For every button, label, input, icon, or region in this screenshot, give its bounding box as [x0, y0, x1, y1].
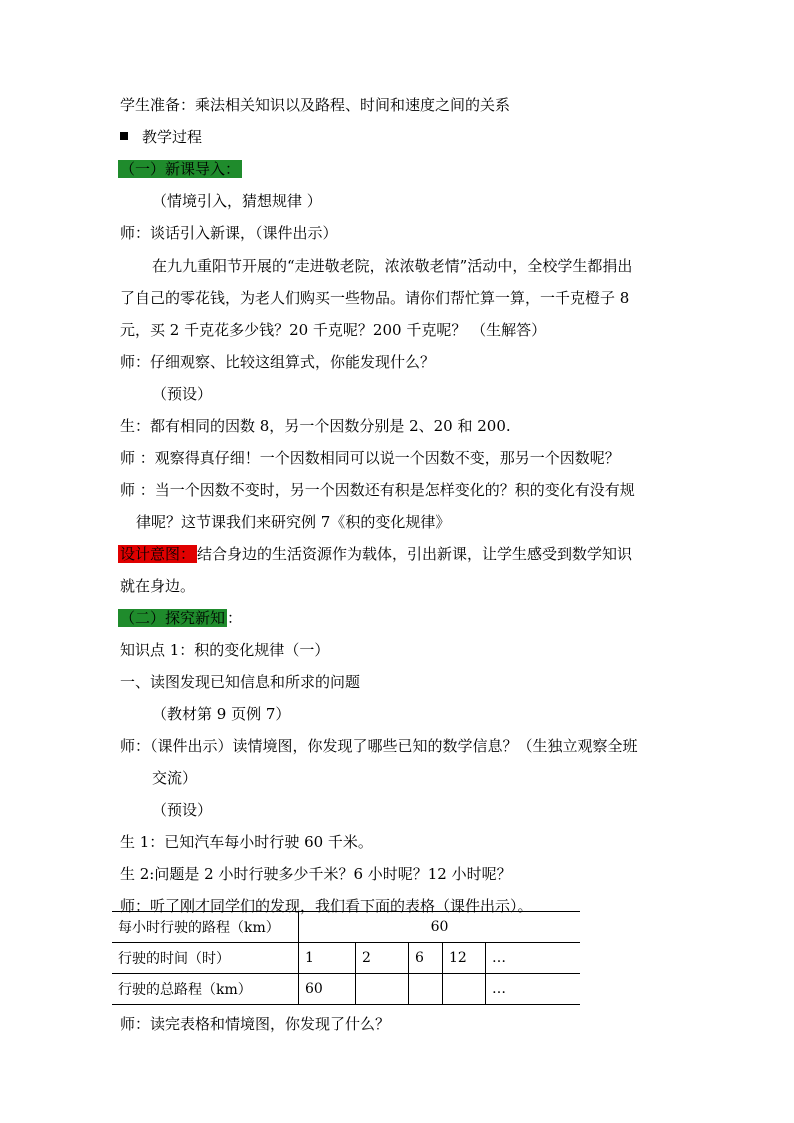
para-teacher-5: 师：（课件出示）读情境图，你发现了哪些已知的数学信息？（生独立观察全班 [120, 737, 638, 755]
para-teacher-5-cont: 交流） [152, 769, 198, 787]
table-cell: 1 [299, 943, 356, 974]
table-cell: 行驶的总路程（km） [112, 974, 299, 1005]
table-cell: … [486, 974, 581, 1005]
table-cell: … [486, 943, 581, 974]
heading-new-lesson [118, 159, 242, 179]
heading-explore-colon: ： [227, 609, 243, 627]
table-cell [409, 974, 443, 1005]
step-one: 一、读图发现已知信息和所求的问题 [120, 673, 361, 691]
table-cell: 每小时行驶的路程（km） [112, 912, 299, 943]
table-cell [356, 974, 409, 1005]
para-teacher-2: 师：仔细观察、比较这组算式，你能发现什么？ [120, 353, 436, 371]
heading-explore [118, 608, 242, 628]
para-story-2: 了自己的零花钱，为老人们购买一些物品。请你们帮忙算一算，一千克橙子 8 [120, 289, 630, 307]
heading-new-lesson-label: （一）新课导入： [120, 160, 241, 178]
para-preset-2: （预设） [152, 801, 213, 819]
speed-table [112, 911, 580, 1005]
table-cell: 6 [409, 943, 443, 974]
para-student-2: 生 1：已知汽车每小时行驶 60 千米。 [120, 833, 373, 851]
para-teacher-1: 师：谈话引入新课，（课件出示） [120, 224, 338, 242]
table-cell: 60 [299, 912, 581, 943]
table-cell: 60 [299, 974, 356, 1005]
para-student-1: 生：都有相同的因数 8，另一个因数分别是 2、20 和 200. [120, 417, 511, 435]
para-preset-1: （预设） [152, 385, 213, 403]
textbook-ref: （教材第 9 页例 7） [152, 705, 291, 723]
table-cell: 行驶的时间（时） [112, 943, 299, 974]
table-row [112, 974, 580, 1005]
para-story-1: 在九九重阳节开展的“走进敬老院，浓浓敬老情”活动中，全校学生都捐出 [152, 257, 633, 275]
table-cell: 12 [443, 943, 486, 974]
para-teacher-4-cont: 律呢？这节课我们来研究例 7《积的变化规律》 [136, 513, 451, 531]
section-teaching-process [120, 127, 202, 147]
table-row [112, 943, 580, 974]
para-teacher-6: 师：听了刚才同学们的发现，我们看下面的表格（课件出示）。 [120, 897, 533, 915]
table-row [112, 912, 580, 943]
table-cell [443, 974, 486, 1005]
table-cell: 2 [356, 943, 409, 974]
square-bullet-icon [120, 132, 128, 140]
para-teacher-3: 师 ：观察得真仔细！一个因数相同可以说一个因数不变，那另一个因数呢？ [120, 449, 620, 467]
knowledge-point-1: 知识点 1：积的变化规律（一） [120, 641, 330, 659]
para-teacher-4: 师 ：当一个因数不变时，另一个因数还有积是怎样变化的？积的变化有没有规 [120, 481, 635, 499]
section-teaching-process-label: 教学过程 [142, 128, 203, 146]
student-preparation: 学生准备：乘法相关知识以及路程、时间和速度之间的关系 [120, 96, 511, 114]
para-student-3: 生 2:问题是 2 小时行驶多少千米？6 小时呢？12 小时呢？ [120, 865, 512, 883]
para-situation: （情境引入，猜想规律 ） [152, 192, 322, 210]
para-story-3: 元，买 2 千克花多少钱？20 千克呢？200 千克呢？ （生解答） [120, 321, 547, 339]
design-intent-cont: 就在身边。 [120, 577, 196, 595]
design-intent [118, 544, 632, 564]
design-intent-label: 设计意图： [120, 545, 196, 563]
heading-explore-label: （二）探究新知 [120, 609, 226, 627]
para-teacher-7: 师：读完表格和情境图，你发现了什么？ [120, 1015, 391, 1033]
design-intent-text: 结合身边的生活资源作为载体，引出新课，让学生感受到数学知识 [197, 545, 633, 563]
